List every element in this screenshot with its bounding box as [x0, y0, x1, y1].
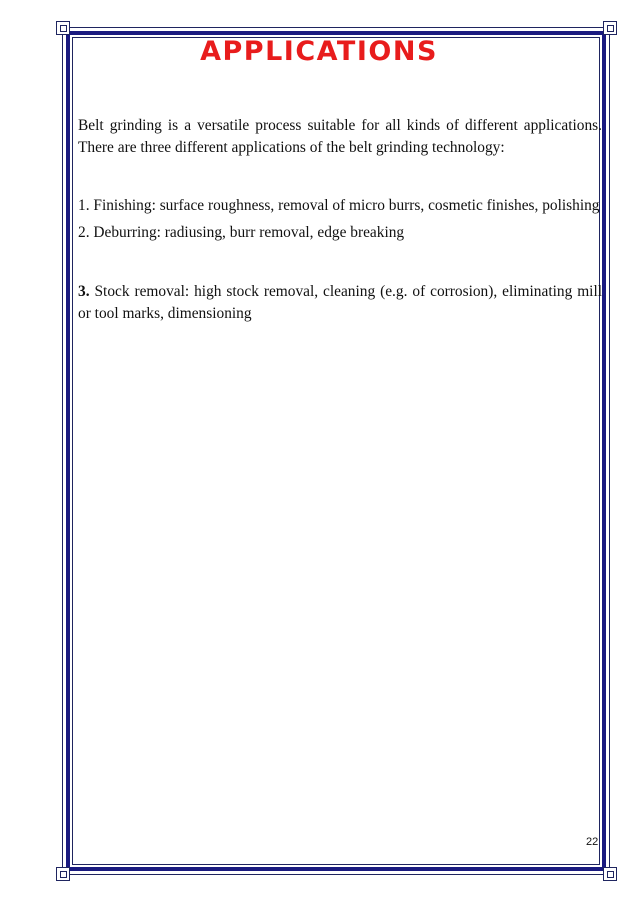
corner-ornament-bottom-left — [56, 867, 70, 881]
corner-ornament-top-right — [603, 21, 617, 35]
corner-ornament-bottom-right — [603, 867, 617, 881]
corner-ornament-top-left — [56, 21, 70, 35]
body-text — [78, 115, 602, 325]
list-item-text: Deburring: radiusing, burr removal, edge breaking — [93, 224, 405, 241]
intro-paragraph: Belt grinding is a versatile process suitable for all kinds of different applications. There are three different applications of the belt grinding technology: — [78, 117, 602, 156]
list-item-deburring — [78, 222, 602, 244]
list-item-text: Finishing: surface roughness, removal of micro burrs, cosmetic finishes, polishing — [93, 197, 600, 214]
list-item-finishing — [78, 195, 602, 217]
list-item-number: 3. — [78, 283, 90, 300]
list-item-stock-removal — [78, 281, 602, 325]
list-item-number: 1. — [78, 197, 90, 214]
page-title: APPLICATIONS — [200, 36, 438, 67]
list-item-number: 2. — [78, 224, 90, 241]
list-item-text: Stock removal: high stock removal, cleaning (e.g. of corrosion), eliminating mill or tool marks, dimensioning — [78, 283, 602, 322]
page-number: 22 — [586, 836, 599, 848]
